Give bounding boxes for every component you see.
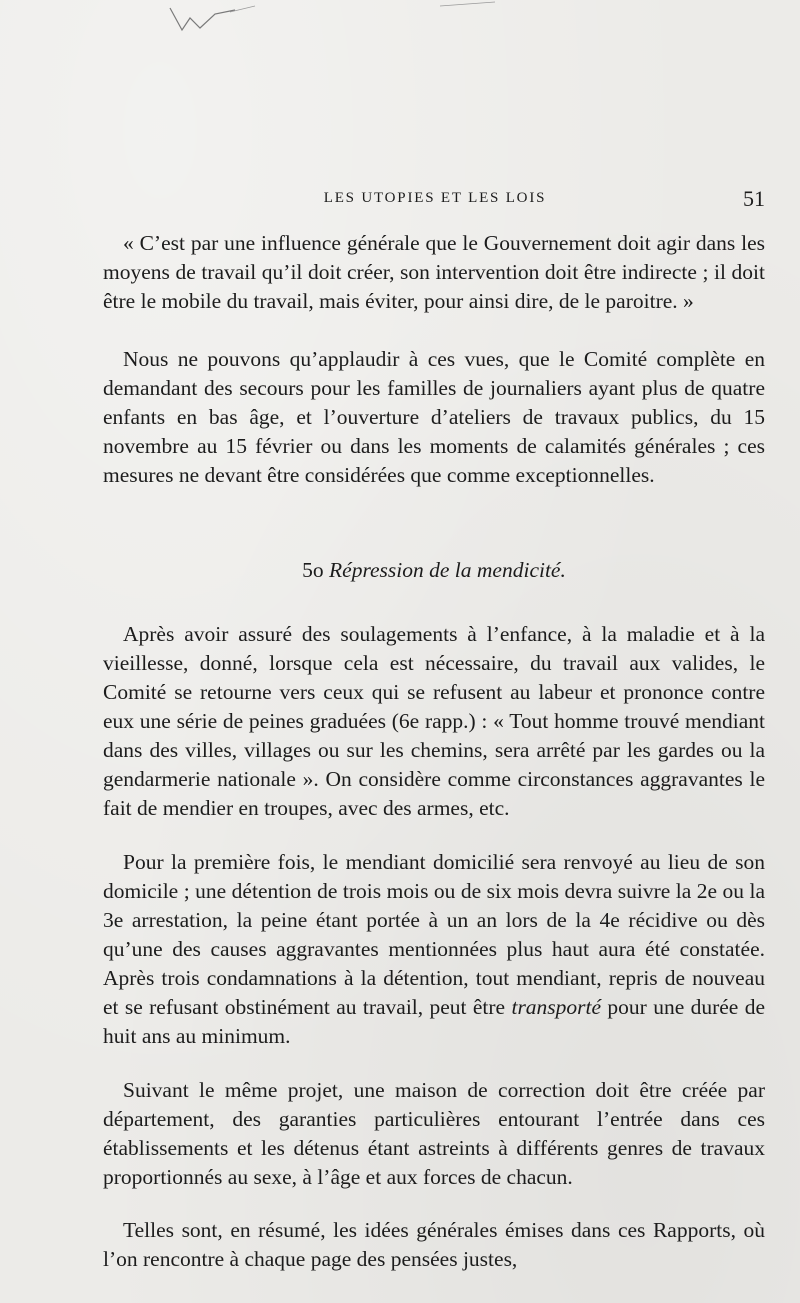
pencil-mark (160, 0, 500, 45)
paragraph-summary (103, 1216, 765, 1274)
section-heading (103, 558, 765, 583)
paragraph-applause (103, 345, 765, 490)
paragraph-correction-house (103, 1076, 765, 1192)
paragraph-penalties (103, 848, 765, 1051)
emphasis-word: transporté (511, 995, 602, 1019)
section-number: 5o (302, 558, 324, 582)
paragraph-quote (103, 229, 765, 316)
paragraph-text: « C’est par une influence générale que le Gouvernement doit agir dans les moyens de travail qu’il doit créer, son intervention doit être indirecte ; il doit être le mobile du travail, mais éviter, pour ainsi dire, de le paroitre. » (103, 231, 765, 313)
paragraph-part: pour une durée de huit ans au minimum. (103, 995, 765, 1048)
paragraph-text: Suivant le même projet, une maison de correction doit être créée par département, des garanties particulières entourant l’entrée dans ces établissements et les détenus étant astreints à différents genres de travaux proportionnés au sexe, à l’âge et aux forces de chacun. (103, 1078, 765, 1189)
running-title: LES UTOPIES ET LES LOIS (323, 190, 547, 206)
paragraph-text (103, 848, 765, 1051)
paragraph-repression (103, 620, 765, 823)
page-number: 51 (743, 186, 765, 211)
paragraph-text: Après avoir assuré des soulagements à l’enfance, à la maladie et à la vieillesse, donné, lorsque cela est nécessaire, du travail aux valides, le Comité se retourne vers ceux qui se refusent au labeur et prononce contre eux une série de peines graduées (6e rapp.) : « Tout homme trouvé mendiant dans des villes, villages ou sur les chemins, sera arrêté par les gardes ou la gendarmerie nationale ». On considère comme circonstances aggravantes le fait de mendier en troupes, avec des armes, etc. (103, 622, 765, 820)
paragraph-part: Pour la première fois, le mendiant domicilié sera renvoyé au lieu de son domicile ; une détention de trois mois ou de six mois devra suivre la 2e ou la 3e arrestation, la peine étant portée à un an lors de la 4e récidive ou dès qu’une des causes aggravantes mentionnées plus haut aura été constatée. Après trois condamnations à la détention, tout mendiant, repris de nouveau et se refusant obstinément au travail, peut être (103, 850, 765, 1019)
running-head (105, 186, 765, 216)
paragraph-text: Telles sont, en résumé, les idées générales émises dans ces Rapports, où l’on rencontre à chaque page des pensées justes, (103, 1218, 765, 1271)
paragraph-text: Nous ne pouvons qu’applaudir à ces vues, que le Comité complète en demandant des secours pour les familles de journaliers ayant plus de quatre enfants en bas âge, et l’ouverture d’ateliers de travaux publics, du 15 novembre au 15 février ou dans les moments de calamités générales ; ces mesures ne devant être considérées que comme exceptionnelles. (103, 347, 765, 487)
section-title: Répression de la mendicité. (329, 558, 566, 582)
